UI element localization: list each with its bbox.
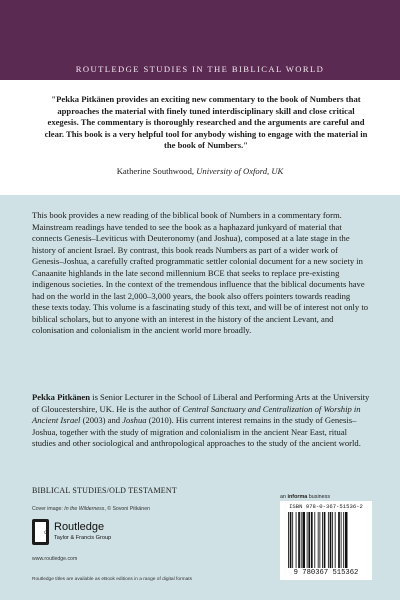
endorser-name: Katherine Southwood,	[116, 166, 195, 176]
bio-text-2: (2003) and	[80, 415, 123, 425]
informa-prefix: an	[280, 494, 288, 500]
credit-prefix: Cover image:	[32, 506, 65, 512]
ebook-note: Routledge titles are available as eBook editions in a range of digital formats	[32, 577, 192, 582]
routledge-logo-icon	[32, 519, 49, 545]
subject-category: BIBLICAL STUDIES/OLD TESTAMENT	[32, 486, 177, 495]
informa-business	[280, 494, 330, 500]
barcode-number: 9 780367 515362	[293, 569, 359, 577]
series-title: ROUTLEDGE STUDIES IN THE BIBLICAL WORLD	[75, 64, 325, 74]
barcode-box	[280, 501, 372, 580]
author-bio	[32, 392, 370, 450]
credit-title: In the Wilderness	[64, 506, 105, 512]
bio-text-3: (2010). His current interest remains in the study of Genesis–Joshua, together with the study of migration and colonialism in the ancient Near East, ritual studies and other sociological and anthropological approaches to the study of the ancient world.	[32, 415, 361, 448]
publisher-name: Routledge	[54, 521, 105, 533]
endorsement-box	[0, 80, 400, 195]
cover-image-credit	[32, 506, 150, 512]
isbn-label: ISBN 978-0-367-51536-2	[289, 503, 363, 510]
author-name: Pekka Pitkänen	[32, 392, 91, 402]
series-band	[0, 0, 400, 80]
publisher-group: Taylor & Francis Group	[54, 535, 112, 541]
credit-suffix: , © Sovoni Pitkänen	[104, 506, 150, 512]
endorsement-quote: "Pekka Pitkänen provides an exciting new commentary to the book of Numbers that approaches the material with finely tuned interdisciplinary skill and close critical exegesis. The commentary is thoroughly researched and the arguments are careful and clear. This book is a very helpful tool for anybody wishing to engage with the material in the book of Numbers."	[44, 94, 368, 151]
svg-text:R: R	[44, 530, 51, 534]
publisher-logo	[32, 519, 132, 549]
publisher-url[interactable]: www.routledge.com	[32, 556, 78, 562]
informa-brand: informa	[287, 494, 308, 500]
book-description: This book provides a new reading of the biblical book of Numbers in a commentary form. Mainstream readings have tended to see the book as a haphazard junkyard of material that connects Genesis–Leviticus with Deuteronomy (and Joshua), composed at a late stage in the history of ancient Israel. By contrast, this book reads Numbers as part of a wider work of Genesis–Joshua, a carefully crafted programmatic settler colonial document for a new society in Canaanite highlands in the late second millennium BCE that seeks to replace pre-existing indigenous societies. In the context of the tremendous influence that the biblical documents have had on the world in the last 2,000–3,000 years, the book also offers pointers towards reading these texts today. This volume is a fascinating study of this text, and will be of interest not only to biblical scholars, but to anyone with an interest in the history of the ancient Levant, and colonisation and colonialism in the ancient world more broadly.	[32, 210, 369, 335]
bio-title-2: Joshua	[122, 415, 147, 425]
bio-title-1: Central Sanctuary and Centralization of Worship in Ancient Israel	[32, 403, 361, 425]
endorser-affiliation: University of Oxford, UK	[196, 166, 284, 176]
informa-suffix: business	[307, 494, 331, 500]
bio-text-1: is Senior Lecturer in the School of Liberal and Performing Arts at the University of Gloucestershire, UK. He is the author of	[32, 392, 370, 414]
barcode-icon	[288, 512, 364, 568]
endorsement-attribution	[0, 166, 400, 176]
